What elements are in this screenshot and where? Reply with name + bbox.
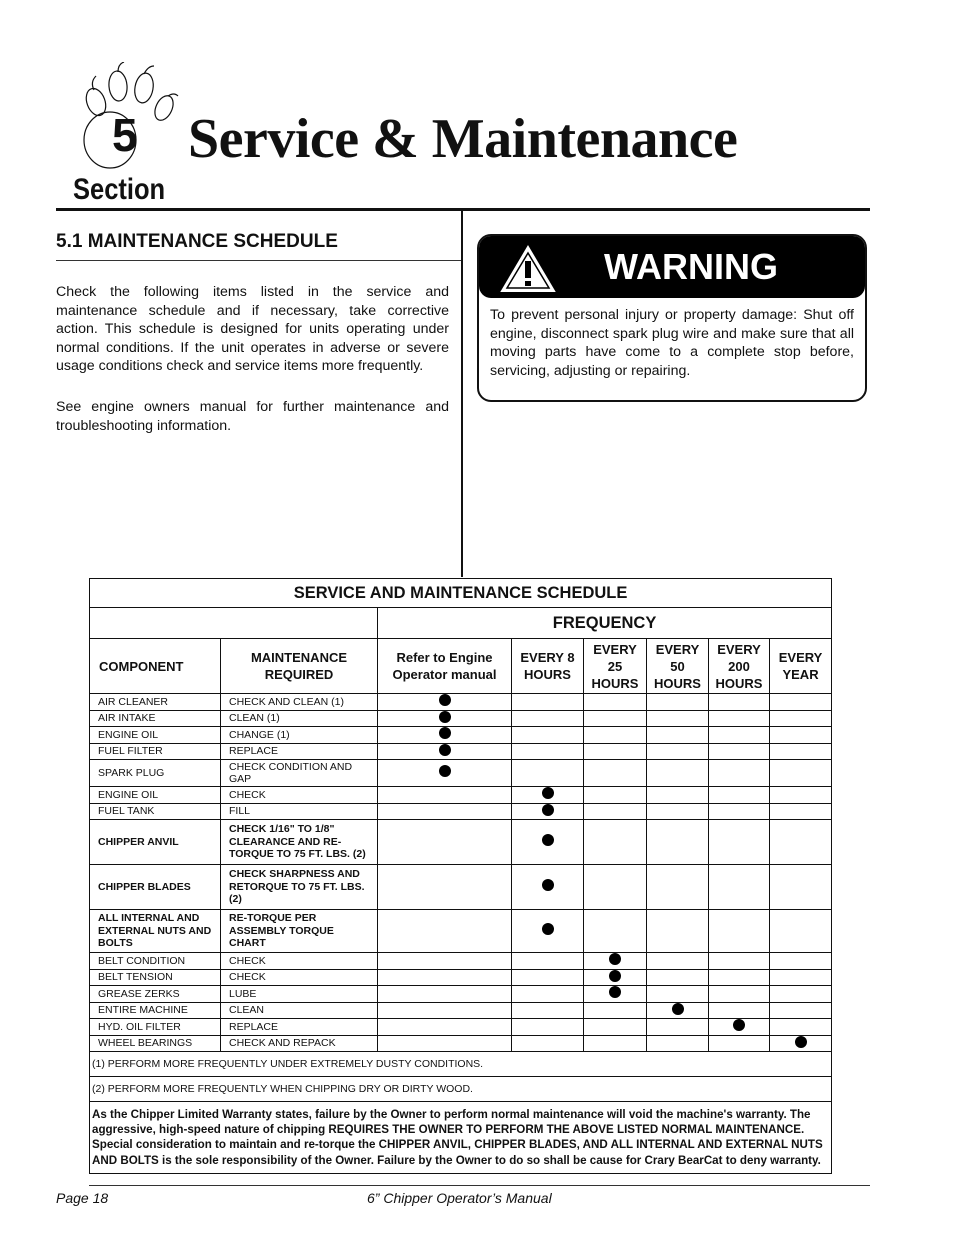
frequency-dot-icon <box>542 834 554 846</box>
table-row <box>90 969 832 986</box>
component-cell: BELT TENSION <box>90 969 221 986</box>
frequency-cell <box>378 787 512 804</box>
frequency-cell <box>647 1002 709 1019</box>
frequency-cell <box>378 694 512 711</box>
frequency-cell <box>378 760 512 787</box>
frequency-cell <box>709 969 770 986</box>
frequency-cell <box>709 787 770 804</box>
component-cell: ENGINE OIL <box>90 727 221 744</box>
table-row <box>90 865 832 910</box>
frequency-cell <box>378 910 512 953</box>
frequency-cell <box>378 743 512 760</box>
component-cell: GREASE ZERKS <box>90 986 221 1003</box>
frequency-cell <box>770 760 832 787</box>
component-cell: FUEL FILTER <box>90 743 221 760</box>
frequency-dot-icon <box>439 711 451 723</box>
frequency-dot-icon <box>672 1003 684 1015</box>
frequency-cell <box>512 986 584 1003</box>
freq-header-25-hours: EVERY 25 HOURS <box>584 639 647 694</box>
maintenance-cell: CHECK <box>221 787 378 804</box>
table-row <box>90 727 832 744</box>
component-cell: FUEL TANK <box>90 803 221 820</box>
warning-heading: WARNING <box>604 246 778 287</box>
frequency-dot-icon <box>609 970 621 982</box>
maintenance-cell: CHECK <box>221 953 378 970</box>
frequency-cell <box>378 727 512 744</box>
freq-header-50-hours: EVERY 50 HOURS <box>647 639 709 694</box>
frequency-dot-icon <box>542 879 554 891</box>
frequency-cell <box>770 727 832 744</box>
header-rule <box>56 208 870 211</box>
component-cell: HYD. OIL FILTER <box>90 1019 221 1036</box>
table-row <box>90 953 832 970</box>
frequency-cell <box>770 953 832 970</box>
frequency-dot-icon <box>542 787 554 799</box>
frequency-cell <box>378 1002 512 1019</box>
table-row <box>90 694 832 711</box>
table-row <box>90 820 832 865</box>
frequency-cell <box>512 803 584 820</box>
component-header: COMPONENT <box>90 639 221 694</box>
frequency-cell <box>584 953 647 970</box>
maintenance-cell: FILL <box>221 803 378 820</box>
table-row <box>90 803 832 820</box>
frequency-cell <box>647 969 709 986</box>
frequency-cell <box>709 803 770 820</box>
frequency-cell <box>647 694 709 711</box>
frequency-dot-icon <box>439 694 451 706</box>
frequency-dot-icon <box>609 986 621 998</box>
component-cell: AIR INTAKE <box>90 710 221 727</box>
component-cell: SPARK PLUG <box>90 760 221 787</box>
engine-manual-paragraph: See engine owners manual for further maintenance and troubleshooting information. <box>56 399 449 434</box>
frequency-cell <box>512 865 584 910</box>
frequency-cell <box>512 910 584 953</box>
frequency-cell <box>584 1002 647 1019</box>
frequency-cell <box>770 743 832 760</box>
subsection-rule <box>56 260 461 261</box>
freq-header-8-hours: EVERY 8 HOURS <box>512 639 584 694</box>
frequency-cell <box>709 743 770 760</box>
frequency-dot-icon <box>542 804 554 816</box>
frequency-cell <box>709 1019 770 1036</box>
frequency-cell <box>584 820 647 865</box>
frequency-cell <box>770 910 832 953</box>
frequency-cell <box>709 1035 770 1052</box>
frequency-cell <box>584 760 647 787</box>
frequency-cell <box>709 1002 770 1019</box>
schedule-title: SERVICE AND MAINTENANCE SCHEDULE <box>90 579 832 608</box>
table-row <box>90 1019 832 1036</box>
frequency-cell <box>647 1035 709 1052</box>
frequency-cell <box>709 820 770 865</box>
warning-header <box>479 236 865 298</box>
component-cell: CHIPPER ANVIL <box>90 820 221 865</box>
frequency-cell <box>584 787 647 804</box>
frequency-cell <box>512 1019 584 1036</box>
frequency-dot-icon <box>795 1036 807 1048</box>
frequency-cell <box>378 710 512 727</box>
frequency-cell <box>709 694 770 711</box>
frequency-cell <box>647 986 709 1003</box>
maintenance-schedule-table <box>89 578 832 1174</box>
maintenance-header: MAINTENANCE REQUIRED <box>221 639 378 694</box>
maintenance-cell: CHECK AND CLEAN (1) <box>221 694 378 711</box>
subsection-heading: 5.1 MAINTENANCE SCHEDULE <box>56 231 338 252</box>
frequency-cell <box>647 910 709 953</box>
frequency-cell <box>709 986 770 1003</box>
table-row <box>90 710 832 727</box>
frequency-cell <box>709 727 770 744</box>
footer-rule <box>89 1185 870 1186</box>
frequency-cell <box>378 1019 512 1036</box>
intro-paragraph: Check the following items listed in the service and maintenance schedule and if necessary, take corrective action. This schedule is designed for units operating under normal conditions. If the unit operates in adverse or severe usage conditions check and service items more frequently. <box>56 284 449 375</box>
frequency-cell <box>709 910 770 953</box>
column-divider <box>461 211 463 577</box>
component-cell: BELT CONDITION <box>90 953 221 970</box>
table-row <box>90 787 832 804</box>
frequency-cell <box>584 743 647 760</box>
frequency-cell <box>378 803 512 820</box>
warning-triangle-icon <box>499 244 557 294</box>
maintenance-cell: CHECK SHARPNESS AND RETORQUE TO 75 FT. LBS. (2) <box>221 865 378 910</box>
frequency-cell <box>378 1035 512 1052</box>
frequency-cell <box>512 1035 584 1052</box>
blank-header-cell <box>90 608 378 639</box>
frequency-dot-icon <box>542 923 554 935</box>
frequency-cell <box>647 953 709 970</box>
frequency-cell <box>647 1019 709 1036</box>
frequency-cell <box>770 1002 832 1019</box>
frequency-cell <box>584 1019 647 1036</box>
maintenance-cell: CHECK AND REPACK <box>221 1035 378 1052</box>
frequency-cell <box>770 803 832 820</box>
frequency-cell <box>512 694 584 711</box>
section-label: Section <box>73 173 166 206</box>
frequency-cell <box>709 865 770 910</box>
frequency-cell <box>709 953 770 970</box>
frequency-cell <box>647 865 709 910</box>
frequency-cell <box>770 710 832 727</box>
frequency-cell <box>584 803 647 820</box>
frequency-dot-icon <box>439 744 451 756</box>
frequency-cell <box>512 760 584 787</box>
component-cell: ENGINE OIL <box>90 787 221 804</box>
component-cell: ALL INTERNAL AND EXTERNAL NUTS AND BOLTS <box>90 910 221 953</box>
frequency-cell <box>584 710 647 727</box>
table-row <box>90 986 832 1003</box>
freq-header-200-hours: EVERY 200 HOURS <box>709 639 770 694</box>
frequency-cell <box>378 953 512 970</box>
page-title: Service & Maintenance <box>188 108 738 170</box>
frequency-cell <box>512 1002 584 1019</box>
section-number: 5 <box>112 109 138 161</box>
component-cell: ENTIRE MACHINE <box>90 1002 221 1019</box>
component-cell: AIR CLEANER <box>90 694 221 711</box>
page-number: Page 18 <box>56 1190 109 1206</box>
frequency-cell <box>647 743 709 760</box>
frequency-cell <box>770 1035 832 1052</box>
frequency-cell <box>770 969 832 986</box>
warning-box <box>477 234 867 402</box>
frequency-cell <box>584 694 647 711</box>
frequency-cell <box>647 787 709 804</box>
table-row <box>90 760 832 787</box>
freq-header-every-year: EVERY YEAR <box>770 639 832 694</box>
frequency-cell <box>770 986 832 1003</box>
frequency-cell <box>647 727 709 744</box>
frequency-cell <box>770 1019 832 1036</box>
freq-header-engine-manual: Refer to Engine Operator manual <box>378 639 512 694</box>
frequency-cell <box>709 760 770 787</box>
frequency-cell <box>512 953 584 970</box>
maintenance-cell: REPLACE <box>221 1019 378 1036</box>
table-row <box>90 743 832 760</box>
frequency-dot-icon <box>733 1019 745 1031</box>
frequency-cell <box>770 694 832 711</box>
frequency-cell <box>378 820 512 865</box>
frequency-cell <box>512 743 584 760</box>
frequency-cell <box>378 969 512 986</box>
frequency-cell <box>647 710 709 727</box>
maintenance-cell: RE-TORQUE PER ASSEMBLY TORQUE CHART <box>221 910 378 953</box>
table-row <box>90 1002 832 1019</box>
maintenance-cell: CLEAN (1) <box>221 710 378 727</box>
frequency-cell <box>770 787 832 804</box>
frequency-cell <box>512 820 584 865</box>
maintenance-cell: CHECK 1/16" TO 1/8" CLEARANCE AND RE-TORQUE TO 75 FT. LBS. (2) <box>221 820 378 865</box>
maintenance-cell: REPLACE <box>221 743 378 760</box>
frequency-cell <box>584 865 647 910</box>
frequency-cell <box>709 710 770 727</box>
warranty-statement: As the Chipper Limited Warranty states, failure by the Owner to perform normal maintenance will void the machine's warranty. The aggressive, high-speed nature of chipping REQUIRES THE OWNER TO PERFORM THE ABOVE LISTED NORMAL MAINTENANCE. Special consideration to maintain and re-torque the CHIPPER ANVIL, CHIPPER BLADES, AND ALL INTERNAL AND EXTERNAL NUTS AND BOLTS is the sole responsibility of the Owner. Failure by the Owner to do so shall be cause for Crary BearCat to deny warranty. <box>90 1102 832 1174</box>
footnote-2: (2) PERFORM MORE FREQUENTLY WHEN CHIPPING DRY OR DIRTY WOOD. <box>90 1077 832 1102</box>
table-row <box>90 910 832 953</box>
frequency-cell <box>647 820 709 865</box>
frequency-dot-icon <box>609 953 621 965</box>
maintenance-cell: CHECK <box>221 969 378 986</box>
frequency-cell <box>770 820 832 865</box>
table-row <box>90 1035 832 1052</box>
frequency-cell <box>584 1035 647 1052</box>
warning-text: To prevent personal injury or property damage: Shut off engine, disconnect spark plug wire and make sure that all moving parts have come to a complete stop before, servicing, adjusting or repairing. <box>490 307 854 379</box>
manual-title: 6” Chipper Operator’s Manual <box>367 1190 552 1206</box>
footnote-1: (1) PERFORM MORE FREQUENTLY UNDER EXTREMELY DUSTY CONDITIONS. <box>90 1052 832 1077</box>
maintenance-cell: CHANGE (1) <box>221 727 378 744</box>
frequency-cell <box>584 910 647 953</box>
component-cell: CHIPPER BLADES <box>90 865 221 910</box>
frequency-cell <box>584 969 647 986</box>
frequency-dot-icon <box>439 765 451 777</box>
frequency-cell <box>770 865 832 910</box>
frequency-cell <box>584 727 647 744</box>
frequency-cell <box>512 727 584 744</box>
frequency-cell <box>512 787 584 804</box>
maintenance-cell: CLEAN <box>221 1002 378 1019</box>
frequency-cell <box>378 865 512 910</box>
frequency-cell <box>512 710 584 727</box>
frequency-cell <box>584 986 647 1003</box>
frequency-cell <box>647 760 709 787</box>
frequency-dot-icon <box>439 727 451 739</box>
maintenance-cell: LUBE <box>221 986 378 1003</box>
maintenance-cell: CHECK CONDITION AND GAP <box>221 760 378 787</box>
frequency-cell <box>378 986 512 1003</box>
frequency-cell <box>512 969 584 986</box>
frequency-cell <box>647 803 709 820</box>
frequency-heading: FREQUENCY <box>378 608 832 639</box>
component-cell: WHEEL BEARINGS <box>90 1035 221 1052</box>
